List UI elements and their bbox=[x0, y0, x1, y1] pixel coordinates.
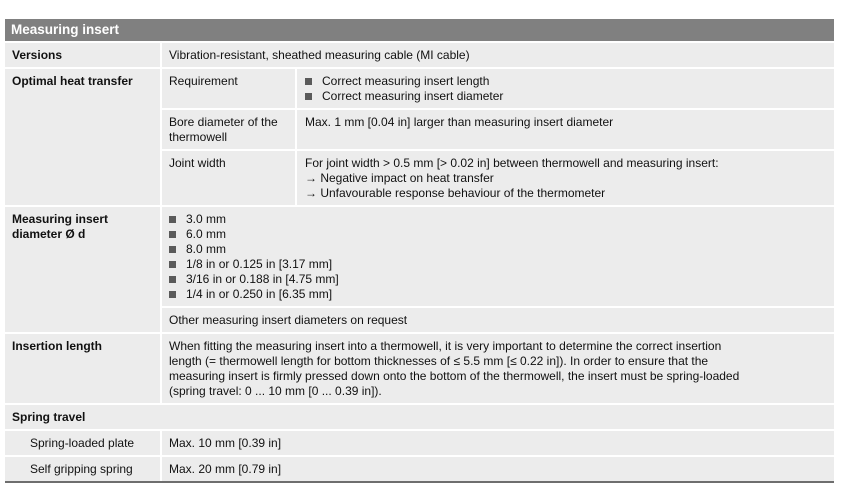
spring-plate-row bbox=[5, 429, 834, 455]
self-gripping-label: Self gripping spring bbox=[30, 462, 133, 476]
heat-transfer-row bbox=[5, 67, 834, 205]
list-item: Correct measuring insert length bbox=[305, 74, 828, 89]
joint-width-value: For joint width > 0.5 mm [> 0.02 in] between thermowell and measuring insert: → Negative impact on heat transfer → Unfavourable response behaviour of the thermometer bbox=[295, 151, 834, 205]
heat-transfer-label: Optimal heat transfer bbox=[12, 74, 133, 88]
spring-plate-label: Spring-loaded plate bbox=[30, 436, 135, 450]
square-bullet-icon bbox=[169, 291, 176, 298]
heat-transfer-details bbox=[160, 69, 834, 205]
versions-row bbox=[5, 41, 834, 67]
self-gripping-value: Max. 20 mm [0.79 in] bbox=[160, 457, 834, 481]
list-item: 1/8 in or 0.125 in [3.17 mm] bbox=[169, 257, 828, 272]
diameter-row bbox=[5, 205, 834, 332]
square-bullet-icon bbox=[169, 276, 176, 283]
square-bullet-icon bbox=[305, 93, 312, 100]
square-bullet-icon bbox=[169, 261, 176, 268]
spring-travel-label: Spring travel bbox=[12, 410, 86, 424]
bore-diameter-value: Max. 1 mm [0.04 in] larger than measuring insert diameter bbox=[295, 110, 834, 149]
list-item: 8.0 mm bbox=[169, 242, 828, 257]
list-item: 1/4 in or 0.250 in [6.35 mm] bbox=[169, 287, 828, 302]
bore-diameter-subrow bbox=[162, 108, 834, 149]
table-title: Measuring insert bbox=[5, 19, 834, 41]
diameter-label: Measuring insert diameter Ø d bbox=[12, 212, 109, 241]
table-bottom-rule bbox=[5, 481, 834, 483]
bore-diameter-label: Bore diameter of the thermowell bbox=[169, 115, 278, 144]
insertion-length-row bbox=[5, 332, 834, 403]
self-gripping-row bbox=[5, 455, 834, 481]
list-item: 3/16 in or 0.188 in [4.75 mm] bbox=[169, 272, 828, 287]
diameter-other: Other measuring insert diameters on request bbox=[169, 313, 408, 327]
joint-width-subrow bbox=[162, 149, 834, 205]
insertion-length-value: When fitting the measuring insert into a thermowell, it is very important to determine the correct insertion length (= thermowell length for bottom thicknesses of ≤ 5.5 mm [≤ 0.22 in]). In order to ensure that the measuring insert is firmly pressed down onto the bottom of the thermowell, the insert must be spring-loaded (spring travel: 0 ... 10 mm [0 ... 0.39 in]). bbox=[160, 334, 834, 403]
versions-label: Versions bbox=[12, 48, 63, 62]
diameter-other-subrow bbox=[162, 306, 834, 332]
requirement-label: Requirement bbox=[169, 74, 238, 88]
list-item: Correct measuring insert diameter bbox=[305, 89, 828, 104]
requirement-value bbox=[295, 69, 834, 108]
joint-width-label: Joint width bbox=[169, 156, 226, 170]
square-bullet-icon bbox=[169, 216, 176, 223]
spring-plate-value: Max. 10 mm [0.39 in] bbox=[160, 431, 834, 455]
list-item: 3.0 mm bbox=[169, 212, 828, 227]
diameter-details bbox=[160, 207, 834, 332]
measuring-insert-table bbox=[5, 19, 834, 483]
square-bullet-icon bbox=[169, 231, 176, 238]
insertion-length-label: Insertion length bbox=[12, 339, 102, 353]
square-bullet-icon bbox=[305, 78, 312, 85]
diameter-list bbox=[162, 207, 834, 306]
spring-travel-row bbox=[5, 403, 834, 429]
versions-value: Vibration-resistant, sheathed measuring cable (MI cable) bbox=[160, 43, 834, 67]
square-bullet-icon bbox=[169, 246, 176, 253]
requirement-subrow bbox=[162, 69, 834, 108]
diameter-list-subrow bbox=[162, 207, 834, 306]
list-item: 6.0 mm bbox=[169, 227, 828, 242]
